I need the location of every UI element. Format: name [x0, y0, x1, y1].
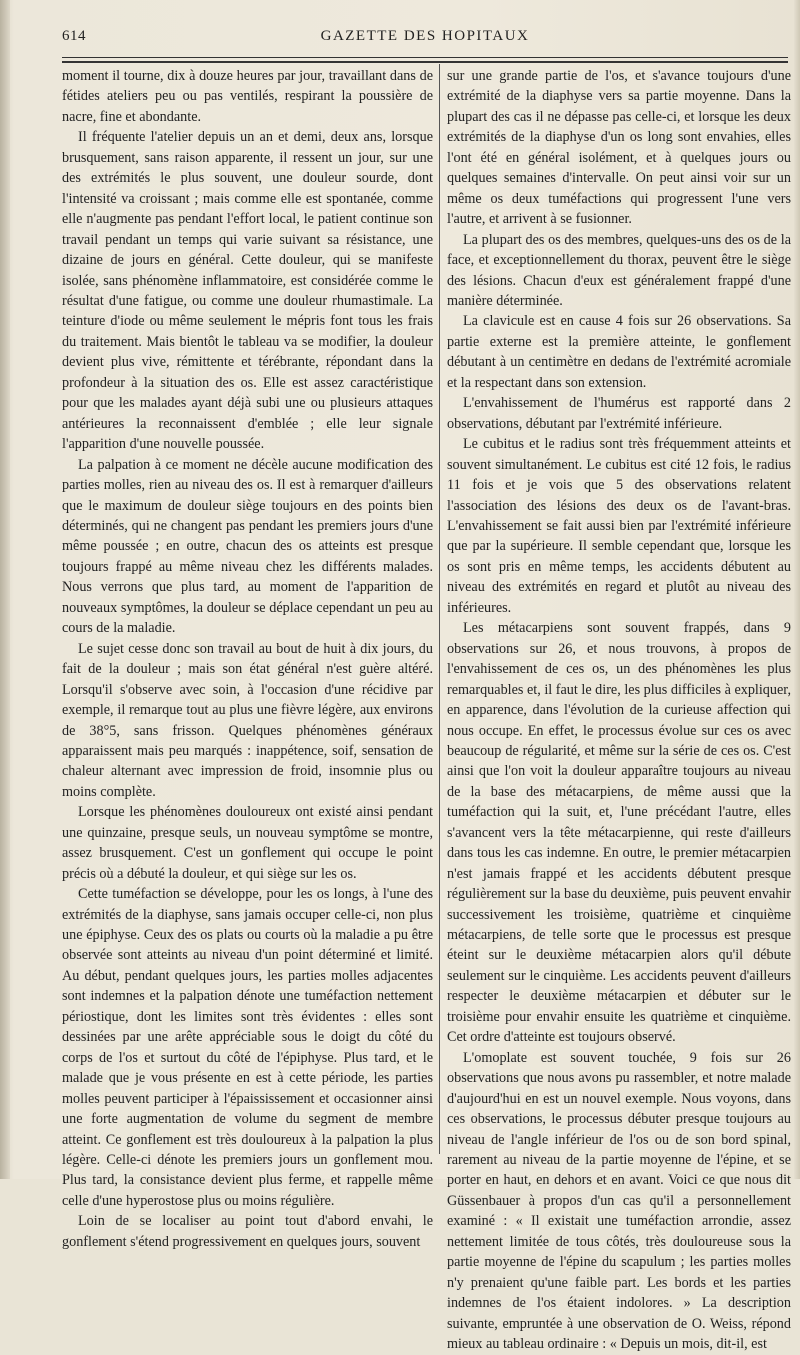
paragraph: La clavicule est en cause 4 fois sur 26 observations. Sa partie externe est la première atteinte, le gonflement débutant à un centimètre en dedans de l'extrémité acromiale et la respectant dans son extension.: [447, 313, 791, 391]
header-rule-thin: [62, 57, 788, 58]
paragraph: La palpation à ce moment ne décèle aucune modification des parties molles, rien au niveau des os. Il est à remarquer d'ailleurs que le maximum de douleur siège toujours en des points bien déterminés, qui ne changent pas pendant les premiers jours d'une même poussée ; en outre, chacun des os atteints est presque toujours frappé au même niveau chez les différents malades. Nous verrons que plus tard, au moment de l'apparition de nouveaux symptômes, la douleur se déplace cependant un peu au cours de la maladie.: [62, 456, 433, 637]
header-rule-thick: [62, 61, 788, 63]
paragraph: L'omoplate est souvent touchée, 9 fois sur 26 observations que nous avons pu rassembler, et notre malade d'aujourd'hui en est un nouvel exemple. Nous voyons, dans ces observations, le processus débuter presque toujours au niveau de l'angle inférieur de l'os ou de son bord spinal, rarement au niveau de la partie moyenne de l'épine, et se porter en haut, en dehors et en avant. Voici ce que nous dit Güssenbauer à propos d'un cas qu'il a personnellement examiné : « Il existait une tuméfaction arrondie, assez nettement limitée de tous côtés, très douloureuse sous la partie moyenne de l'épine du scapulum ; les parties molles n'y prenaient qu'une faible part. Les bords et les parties indemnes de l'os étaient indolores. » La description suivante, empruntée à une observation de O. Weiss, répond mieux au tableau ordinaire : « Depuis un mois, dit-il, est: [447, 1049, 791, 1353]
page-binding-edge: [0, 0, 10, 1179]
running-title: GAZETTE DES HOPITAUX: [320, 28, 530, 44]
paragraph: Lorsque les phénomènes douloureux ont existé ainsi pendant une quinzaine, presque seuls, un nouveau symptôme se montre, assez brusquement. C'est un gonflement qui occupe le point précis où a débuté la douleur, et qui siège sur les os.: [62, 804, 433, 882]
paragraph: Le sujet cesse donc son travail au bout de huit à dix jours, du fait de la douleur ; mais son état général n'est guère altéré. Lorsqu'il s'observe avec soin, à l'occasion d'une récidive par exemple, il remarque tout au plus une fièvre légère, aux environs de 38°5, sans frisson. Quelques phénomènes généraux apparaissent mais peu marqués : inappétence, soif, sensation de chaleur alternant avec impression de froid, insomnie plus ou moins complète.: [62, 640, 433, 800]
column-divider: [439, 64, 440, 1154]
paragraph: Cette tuméfaction se développe, pour les os longs, à l'une des extrémités de la diaphyse, sans jamais occuper celle-ci, non plus une épiphyse. Ceux des os plats ou courts où la maladie a pu être observée sont atteints au niveau d'un point déterminé et limité. Au début, pendant quelques jours, les parties molles adjacentes sont indemnes et la palpation dénote une tuméfaction nettement périostique, dont les limites sont très évidentes : elles sont dessinées par une arête appréciable sous le doigt du côté du corps de l'os et surtout du côté de l'épiphyse. Plus tard, et le malade que je vous présente en est à cette période, les parties molles peuvent participer à l'épaississement et occasionner ainsi une forte augmentation de volume du segment de membre atteint. Ce gonflement est très douloureux à la palpation la plus légère. Celle-ci dénote les premiers jours un gonflement mou. Plus tard, la consistance devient plus ferme, et rappelle même celle d'une hyperostose plus ou moins régulière.: [62, 886, 433, 1209]
paragraph: moment il tourne, dix à douze heures par jour, travaillant dans de fétides ateliers peu ou pas ventilés, respirant la poussière de nacre, fine et abondante.: [62, 68, 433, 125]
paragraph: Les métacarpiens sont souvent frappés, dans 9 observations sur 26, et nous trouvons, à propos de l'envahissement de ces os, un des phénomènes les plus remarquables et, il faut le dire, les plus difficiles à expliquer, en apparence, dans l'évolution de la curieuse affection qui nous occupe. En effet, le processus évolue sur ces os avec beaucoup de régularité, et même sur la série de ces os. C'est ainsi que l'on voit la douleur apparaître toujours au niveau de la base des métacarpiens, de même aussi que la tuméfaction qui la suit, et, l'une précédant l'autre, elles s'avancent vers la tête métacarpienne, qui reste d'ailleurs dans tous les cas indemne. En outre, le premier métacarpien n'est jamais frappé et les accidents débutent presque régulièrement sur la base du deuxième, puis peuvent envahir successivement les troisième, quatrième et cinquième métacarpiens, de telle sorte que le processus est presque éteint sur le deuxième métacarpien alors qu'il débute seulement sur le cinquième. Les accidents peuvent d'ailleurs respecter le deuxième métacarpien et débuter sur le troisième pour envahir ensuite les quatrième et cinquième. Cet ordre d'atteinte est toujours observé.: [447, 620, 791, 1046]
paragraph: sur une grande partie de l'os, et s'avance toujours d'une extrémité de la diaphyse vers sa partie moyenne. Dans la plupart des cas il ne dépasse pas celle-ci, et lorsque les deux extrémités de la diaphyse d'un os long sont envahies, elles l'ont été en général isolément, et à quelques jours ou quelques semaines d'intervalle. On peut ainsi voir sur un même os deux tuméfactions qui progressent l'une vers l'autre, et arrivent à se fusionner.: [447, 68, 791, 228]
paragraph: Loin de se localiser au point tout d'abord envahi, le gonflement s'étend progressivement en quelques jours, souvent: [62, 1213, 433, 1250]
paragraph: La plupart des os des membres, quelques-uns des os de la face, et exceptionnellement du thorax, peuvent être le siège des lésions. Chacun d'eux est généralement frappé d'une manière déterminée.: [447, 231, 791, 309]
right-column: [447, 66, 791, 1355]
paragraph: L'envahissement de l'humérus est rapporté dans 2 observations, débutant par l'extrémité inférieure.: [447, 395, 791, 432]
left-column: [62, 66, 433, 1252]
paragraph: Il fréquente l'atelier depuis un an et demi, deux ans, lorsque brusquement, sans raison apparente, il ressent un jour, sur une des extrémités le plus souvent, une douleur sourde, dont l'intensité va croissant ; mais comme elle est spontanée, comme elle n'augmente pas pendant l'effort local, le patient continue son travail pendant un temps qui varie suivant sa résistance, une dizaine de jours en général. Cette douleur, qui se manifeste isolée, sans phénomène inflammatoire, est considérée comme le résultat d'une fatigue, ou comme une douleur rhumastimale. La teinture d'iode ou même seulement le mépris font tous les frais du traitement. Mais bientôt le tableau va se modifier, la douleur devient plus vive, rémittente et térébrante, répondant dans la profondeur à la situation des os. Elle est assez caractéristique pour que les malades ayant déjà subi une ou plusieurs attaques antérieures la reconnaissent d'emblée ; elle leur signale l'apparition d'une nouvelle poussée.: [62, 129, 433, 453]
paragraph: Le cubitus et le radius sont très fréquemment atteints et souvent simultanément. Le cubitus est cité 12 fois, le radius 11 fois et je vois que 5 des observations relatent l'association des lésions des deux os de l'avant-bras. L'envahissement se fait aussi bien par l'extrémité inférieure que par la supérieure. Il semble cependant que, lorsque les os sont pris en même temps, les accidents débutent au niveau des extrémités en regard et plutôt au niveau des inférieures.: [447, 436, 791, 616]
page-right-edge: [794, 0, 800, 1179]
page-header: [62, 28, 788, 52]
page-number: 614: [62, 28, 86, 44]
